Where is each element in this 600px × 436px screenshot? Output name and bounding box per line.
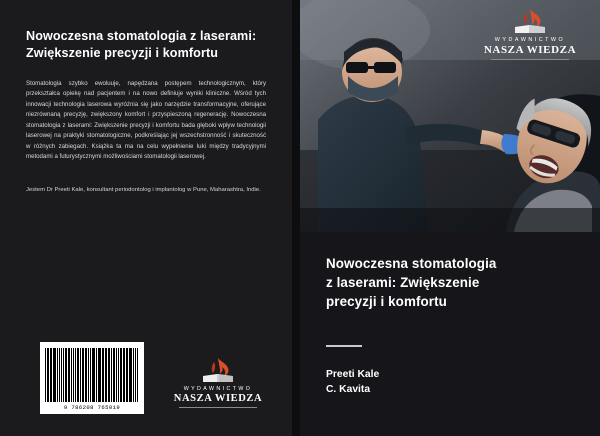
- publisher-rule-front: [491, 59, 569, 60]
- book-spine: [292, 0, 300, 436]
- title-divider: [326, 345, 362, 347]
- front-cover-title-line3: precyzji i komfortu: [326, 294, 447, 310]
- front-cover: [300, 0, 600, 436]
- front-cover-title-line1: Nowoczesna stomatologia: [326, 256, 497, 271]
- publisher-logo-back: [170, 357, 266, 408]
- back-cover: [0, 0, 292, 436]
- isbn-number: 9 786208 765019: [40, 404, 144, 414]
- front-cover-title-line2: z laserami: Zwiększenie: [326, 275, 480, 291]
- back-cover-blurb: Stomatologia szybko ewoluuje, napędzana postępem technologicznym, który przekształca opiekę nad pacjentem i na nowo definiuje wyniki kliniczne. Wśród tych innowacji technologia laserowa wyróżnia się jako narzędzie transformacyjne, oferujące niezrównaną precyzję, zwiększony komfort i przyspieszoną regenerację. Nowoczesna stomatologia z laserami: Zwiększenie precyzji i komfortu bada głęboki wpływ technologii laserowej na praktyki stomatologiczne, podkreślając jej wszechstronność i skuteczność w różnych zabiegach. Książka ta ma na celu wypełnienie luki między tradycyjnymi metodami a futurystycznymi możliwościami stomatologii laserowej.: [26, 79, 266, 161]
- author-name-1: Preeti Kale: [326, 368, 380, 380]
- back-cover-title: Nowoczesna stomatologia z laserami: Zwiększenie precyzji i komfortu: [26, 29, 257, 61]
- publisher-line1: WYDAWNICTWO: [183, 386, 253, 392]
- flame-book-logo-icon: [201, 357, 235, 383]
- front-cover-title: [326, 254, 574, 311]
- front-cover-text-block: [300, 232, 600, 436]
- author-list: [326, 367, 574, 398]
- publisher-logo-front: [478, 8, 582, 60]
- flame-book-logo-icon-front: [513, 8, 547, 34]
- publisher-line1-front: WYDAWNICTWO: [494, 37, 566, 43]
- publisher-rule: [179, 407, 257, 408]
- barcode-bars: [40, 342, 144, 404]
- author-bio: Jestem Dr Preeti Kale, konsultant periodontolog i implantolog w Pune, Maharashtra, Indie.: [26, 186, 261, 193]
- publisher-line2-front: NASZA WIEDZA: [483, 44, 577, 56]
- author-name-2: C. Kavita: [326, 384, 371, 396]
- barcode: [40, 342, 144, 414]
- publisher-line2: NASZA WIEDZA: [173, 393, 263, 404]
